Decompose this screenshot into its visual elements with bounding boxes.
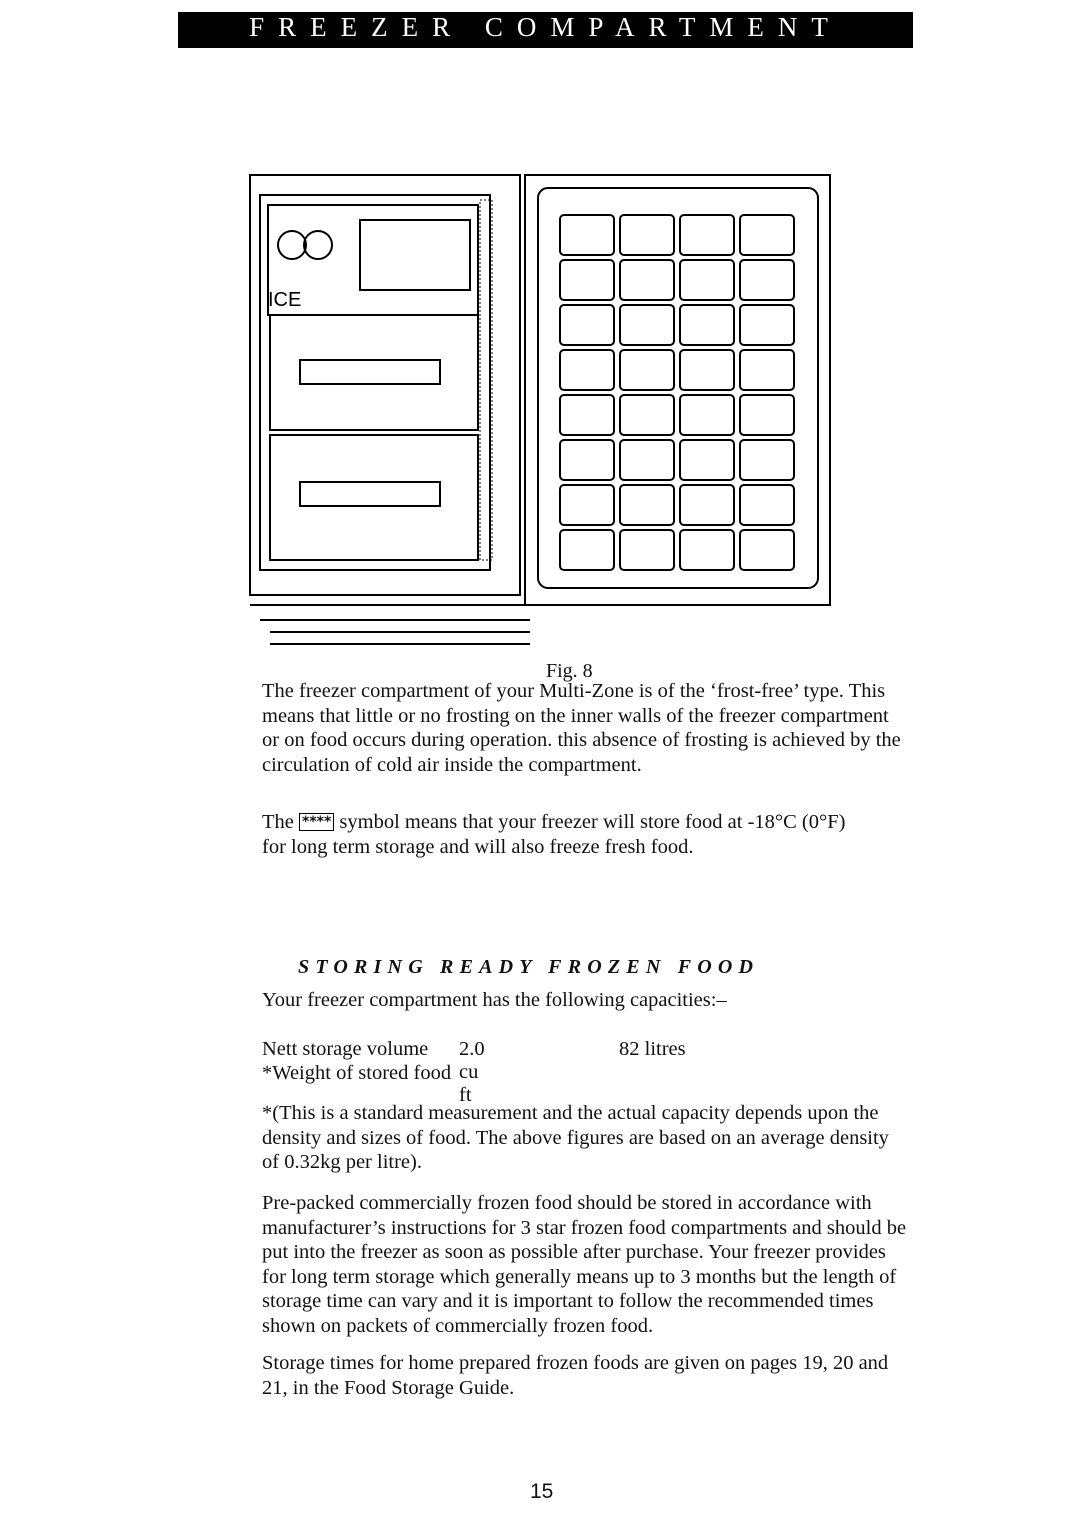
ice-cube-cell: [740, 215, 794, 255]
ice-label: ICE: [268, 289, 302, 311]
ice-cube-cell: [620, 350, 674, 390]
page-number: 15: [530, 1480, 554, 1503]
ice-cube-cell: [740, 260, 794, 300]
ice-cube-cell: [620, 395, 674, 435]
ice-cube-cell: [620, 260, 674, 300]
ice-cube-cell: [620, 305, 674, 345]
ice-cube-cell: [680, 485, 734, 525]
ice-cube-cell: [740, 530, 794, 570]
capacity-row: *Weight of stored food: [262, 1062, 452, 1084]
freezer-illustration: [230, 60, 850, 660]
ice-cube-cell: [740, 350, 794, 390]
ice-cube-cell: [680, 530, 734, 570]
prepacked-paragraph: Pre-packed commercially frozen food should be stored in accordance with manufacturer’s instructions for 3 star frozen food compartments and should be put into the freezer as soon as possible after purchase. Your freezer provides for long term storage which generally means up to 3 months but the length of storage time can vary and it is important to follow the recommended times shown on packets of commercially frozen food.: [262, 1192, 907, 1337]
four-star-symbol: ****: [299, 813, 334, 831]
ice-cube-cell: [680, 395, 734, 435]
note-paragraph: *(This is a standard measurement and the actual capacity depends upon the density and sizes of food. The above figures are based on an average density of 0.32kg per litre).: [262, 1102, 889, 1173]
ice-cube-cell: [560, 350, 614, 390]
figure-caption: Fig. 8: [546, 660, 593, 682]
ice-cube-cell: [620, 215, 674, 255]
ice-cube-cell: [740, 485, 794, 525]
section-heading: STORING READY FROZEN FOOD: [298, 956, 760, 978]
ice-cube-cell: [560, 440, 614, 480]
ice-cube-cell: [620, 530, 674, 570]
ice-cube-cell: [560, 260, 614, 300]
ice-cube-cell: [680, 215, 734, 255]
ice-cube-cell: [740, 305, 794, 345]
ice-cube-cell: [680, 260, 734, 300]
capacities-intro: Your freezer compartment has the following capacities:–: [262, 989, 727, 1011]
ice-cube-cell: [560, 485, 614, 525]
ice-cube-cell: [680, 440, 734, 480]
storage-paragraph: Storage times for home prepared frozen foods are given on pages 19, 20 and 21, in the Food Storage Guide.: [262, 1352, 889, 1399]
ice-cube-cell: [560, 305, 614, 345]
star-symbol-paragraph: The **** symbol means that your freezer will store food at -18°C (0°F) for long term storage and will also freeze fresh food.: [262, 811, 846, 858]
intro-paragraph: The freezer compartment of your Multi-Zone is of the ‘frost-free’ type. This means that little or no frosting on the inner walls of the freezer compartment or on food occurs during operation. this absence of frosting is achieved by the circulation of cold air inside the compartment.: [262, 680, 901, 776]
page-title-banner: FREEZER COMPARTMENT: [178, 12, 913, 48]
ice-cube-cell: [560, 530, 614, 570]
ice-cube-cell: [740, 395, 794, 435]
ice-cube-cell: [620, 485, 674, 525]
ice-cube-cell: [740, 440, 794, 480]
ice-cube-cell: [680, 305, 734, 345]
ice-cube-cell: [560, 395, 614, 435]
ice-cube-cell: [680, 350, 734, 390]
ice-cube-cell: [620, 440, 674, 480]
capacity-row: Nett storage volume 2.0 cu ft 82 litres: [262, 1038, 686, 1106]
ice-cube-cell: [560, 215, 614, 255]
